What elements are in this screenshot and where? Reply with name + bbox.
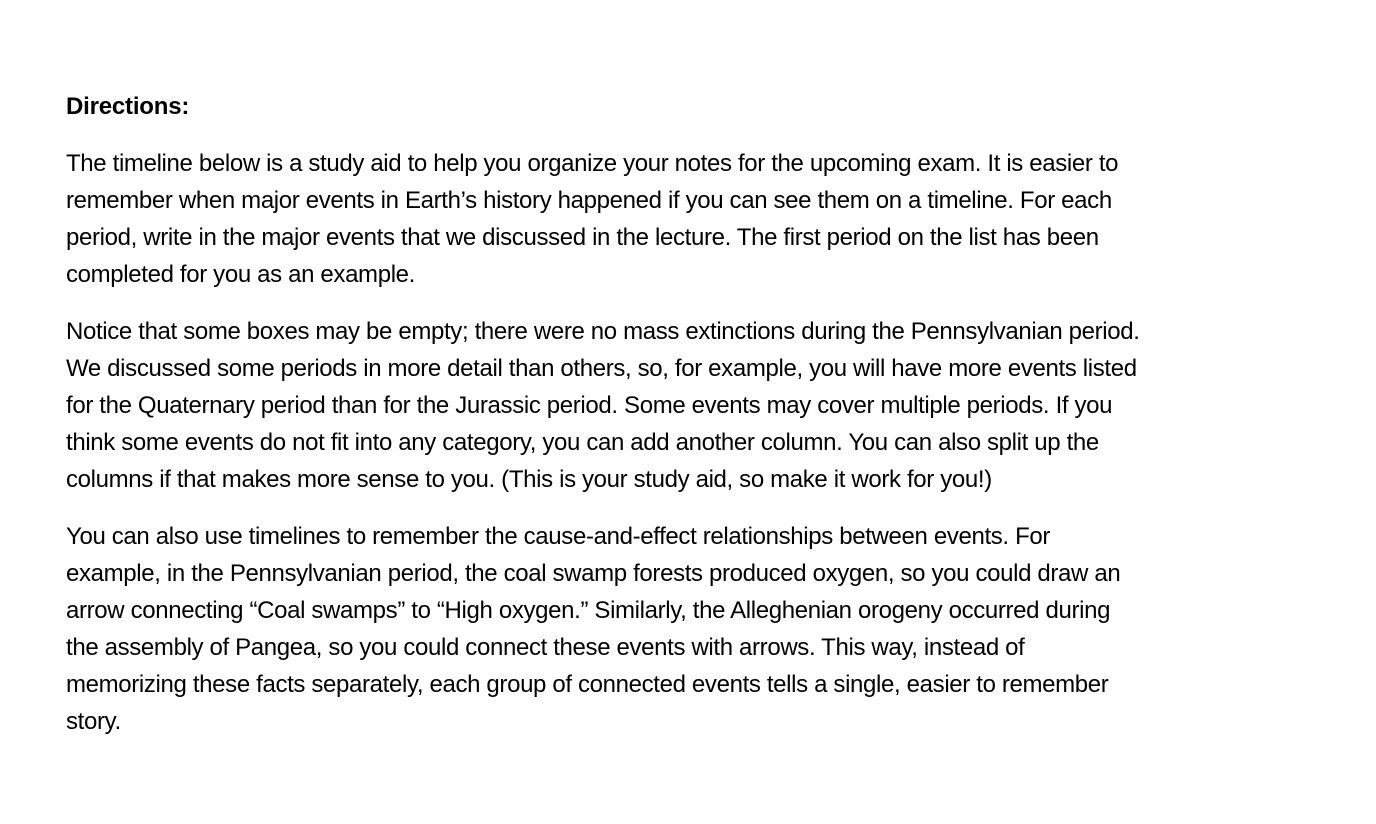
document-page	[66, 88, 1316, 760]
paragraph-line: completed for you as an example.	[66, 261, 415, 288]
paragraph-line: memorizing these facts separately, each group of connected events tells a single, easier to remember	[66, 671, 1109, 698]
paragraph-intro	[66, 145, 1316, 293]
paragraph-line: example, in the Pennsylvanian period, the coal swamp forests produced oxygen, so you could draw an	[66, 560, 1121, 587]
directions-heading: Directions:	[66, 93, 190, 120]
paragraph-line: arrow connecting “Coal swamps” to “High oxygen.” Similarly, the Alleghenian orogeny occurred during	[66, 597, 1111, 624]
paragraph-notice	[66, 313, 1316, 498]
paragraph-cause-effect	[66, 518, 1316, 740]
paragraph-line: story.	[66, 708, 121, 735]
paragraph-line: columns if that makes more sense to you. (This is your study aid, so make it work for you!)	[66, 466, 992, 493]
paragraph-line: the assembly of Pangea, so you could connect these events with arrows. This way, instead of	[66, 634, 1025, 661]
paragraph-line: We discussed some periods in more detail than others, so, for example, you will have more events listed	[66, 355, 1137, 382]
paragraph-line: remember when major events in Earth’s history happened if you can see them on a timeline. For each	[66, 187, 1112, 214]
paragraph-line: Notice that some boxes may be empty; there were no mass extinctions during the Pennsylvanian period.	[66, 318, 1140, 345]
paragraph-line: You can also use timelines to remember the cause-and-effect relationships between events. For	[66, 523, 1051, 550]
paragraph-line: for the Quaternary period than for the Jurassic period. Some events may cover multiple periods. If you	[66, 392, 1113, 419]
paragraph-line: think some events do not fit into any category, you can add another column. You can also split up the	[66, 429, 1099, 456]
paragraph-line: The timeline below is a study aid to help you organize your notes for the upcoming exam. It is easier to	[66, 150, 1119, 177]
paragraph-line: period, write in the major events that we discussed in the lecture. The first period on the list has been	[66, 224, 1099, 251]
